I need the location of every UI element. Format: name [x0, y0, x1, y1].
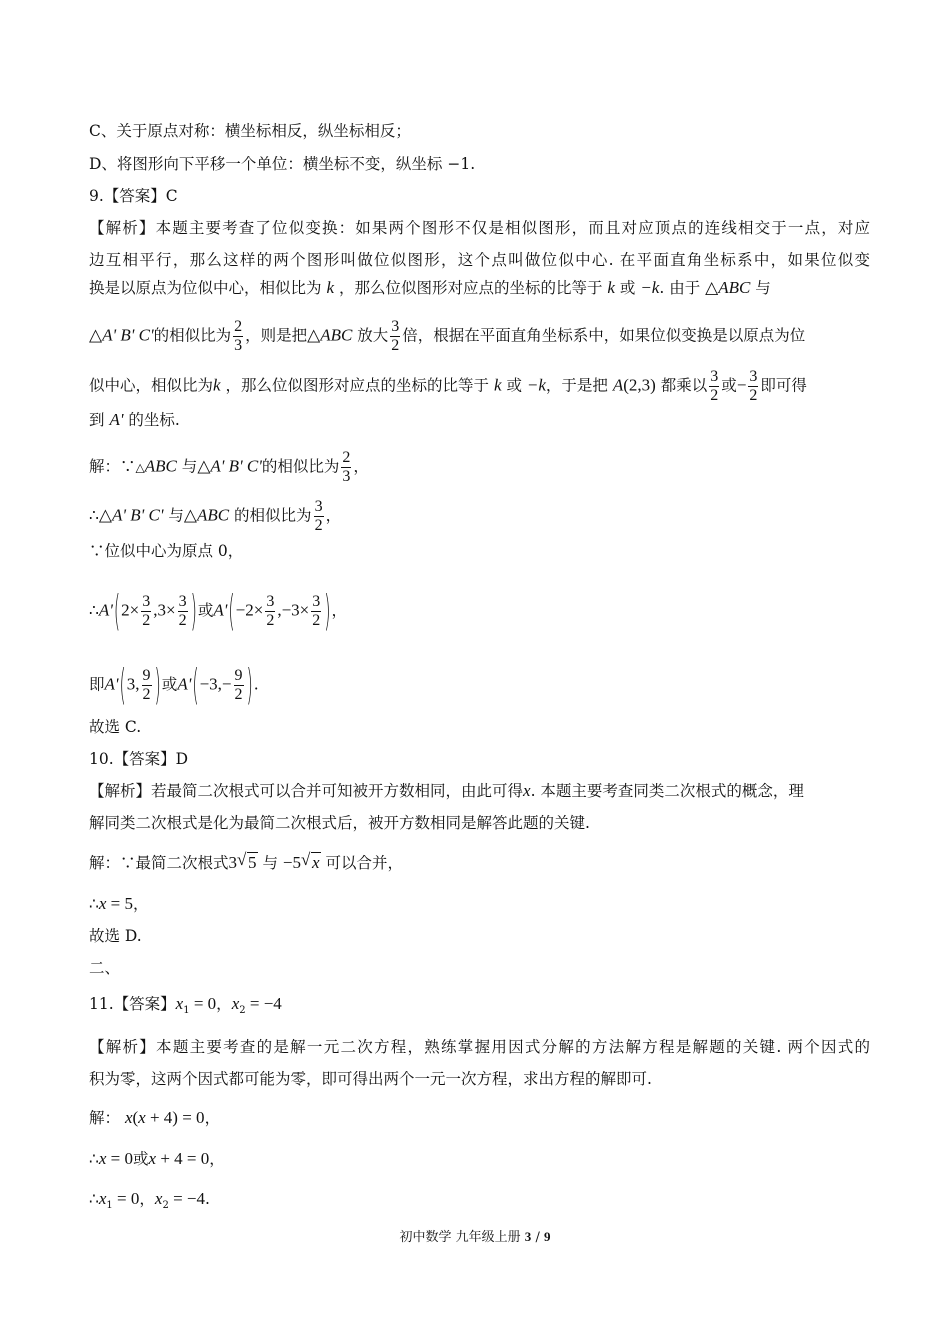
text-line: 故选 C.: [89, 718, 142, 736]
page-separator: /: [535, 1230, 540, 1245]
page-footer: [0, 1226, 950, 1245]
text-line: ∵位似中心为原点 0，: [89, 542, 244, 560]
text-line: 【解析】若最简二次根式可以合并可知被开方数相同，由此可得x. 本题主要考查同类二次根式的概念，理: [89, 781, 804, 800]
text-line: 【解析】本题主要考查的是解一元二次方程，熟练掌握用因式分解的方法解方程是解题的关键. 两个因式的: [89, 1038, 870, 1056]
text-line: △A' B' C'的相似比为 $\frac{2}{3}$ ，则是把△ABC 放大 $\frac{3}{2}$ 倍，根据在平面直角坐标系中，如果位似变换是以原点为位: [89, 318, 806, 354]
text-line: 积为零，这两个因式都可能为零，即可得出两个一元一次方程，求出方程的解即可.: [89, 1070, 652, 1088]
text-line: 到 A' 的坐标.: [89, 410, 180, 429]
text-line: 换是以原点为位似中心，相似比为 k ，那么位似图形对应点的坐标的比等于 k 或 −k. 由于 △ABC 与: [89, 278, 771, 297]
text-line: 似中心，相似比为k ，那么位似图形对应点的坐标的比等于 k 或 −k，于是把 A(2,3) 都乘以 $\frac{3}{2}$ 或− $\frac{3}{2}$ 即可得: [89, 368, 807, 404]
answer-heading-10: 10.【答案】D: [89, 750, 189, 768]
page-total: 9: [543, 1229, 551, 1244]
text-line: C、关于原点对称：横坐标相反，纵坐标相反；: [89, 122, 411, 140]
text-line: 即A'(3, $\frac{9}{2}$ )或A'(−3,− $\frac{9}{2}$ ).: [89, 659, 259, 709]
page-number: 3: [524, 1229, 532, 1244]
text-line: $\therefore x_1 = 0$，$x_2 = -4$.: [89, 1189, 210, 1211]
text-line: ∴x = 5，: [89, 894, 149, 913]
text-line: ∴x = 0或x + 4 = 0，: [89, 1149, 225, 1168]
answer-heading-9: 9.【答案】C: [89, 187, 178, 205]
text-line: 故选 D.: [89, 927, 142, 945]
text-line: 解： x(x + 4) = 0，: [89, 1108, 221, 1127]
text-line: D、将图形向下平移一个单位：横坐标不变，纵坐标 −1.: [89, 155, 476, 173]
footer-title: 初中数学 九年级上册: [399, 1230, 521, 1245]
text-line: ∴A'(2× $\frac{3}{2}$ ,3× $\frac{3}{2}$ )或A'(−2× $\frac{3}{2}$ ,−3× $\frac{3}{2}$ )，: [89, 585, 348, 635]
text-line: 解同类二次根式是化为最简二次根式后，被开方数相同是解答此题的关键.: [89, 814, 590, 832]
text-line: 【解析】本题主要考查了位似变换：如果两个图形不仅是相似图形，而且对应顶点的连线相交于一点，对应: [89, 219, 870, 237]
answer-heading-11: 11.【答案】$x_1 = 0$，$x_2 = -4$: [89, 994, 282, 1016]
text-line: 解：∵最简二次根式3 √ 5 与 −5 √ x 可以合并，: [89, 850, 403, 872]
section-heading: 二、: [89, 959, 121, 977]
text-line: 边互相平行，那么这样的两个图形叫做位似图形，这个点叫做位似中心. 在平面直角坐标系中，如果位似变: [89, 251, 870, 269]
text-line: ∴△A' B' C' 与△ABC 的相似比为 $\frac{3}{2}$ ，: [89, 498, 342, 534]
text-line: 解：∵△ABC 与△A' B' C'的相似比为 $\frac{2}{3}$ ，: [89, 449, 369, 485]
